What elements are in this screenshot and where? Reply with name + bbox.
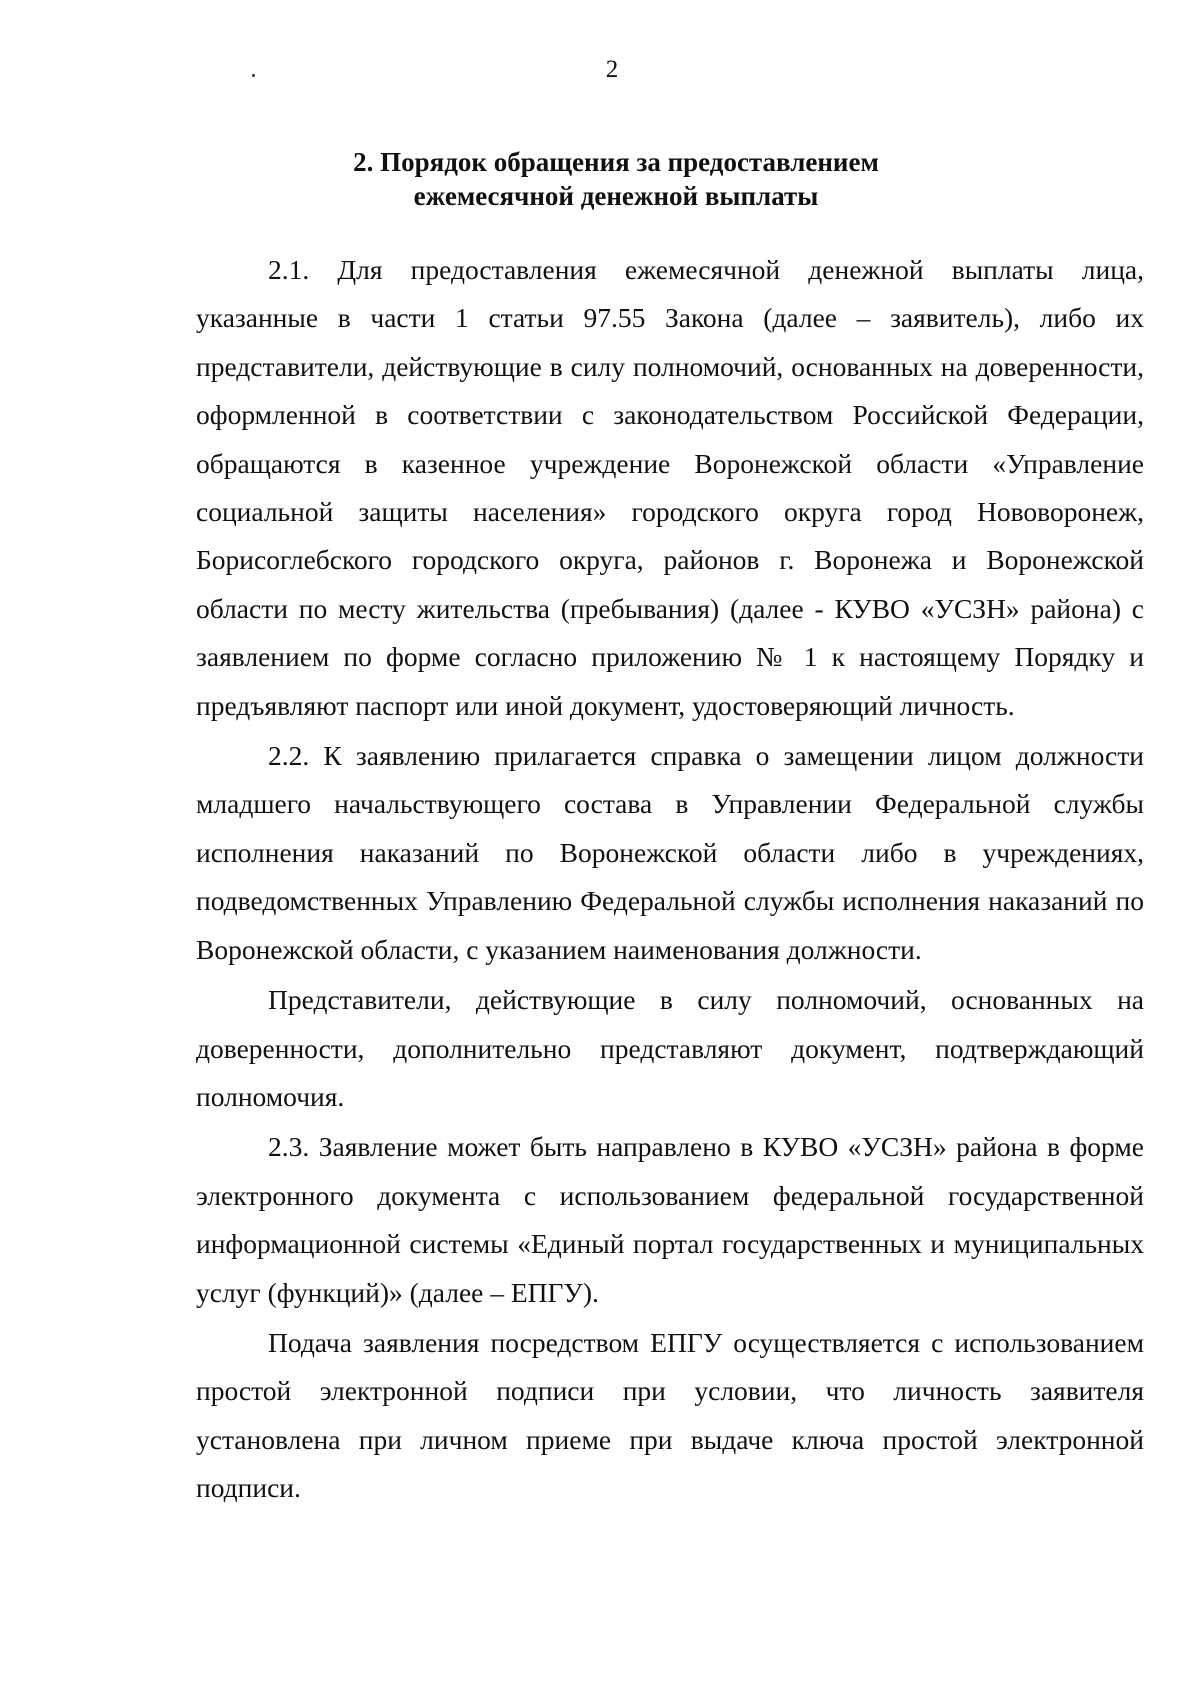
page-number: 2 (605, 56, 619, 83)
paragraph-2-2: 2.2. К заявлению прилагается справка о замещении лицом должности младшего начальствующего состава в Управлении Федеральной службы исполнения наказаний по Воронежской области либо в учреждениях, подведомственных Управлению Федеральной службы исполнения наказаний по Воронежской области, с указанием наименования должности. (196, 740, 1144, 965)
paragraph-2-3: 2.3. Заявление может быть направлено в КУВО «УСЗН» района в форме электронного документа с использованием федеральной государственной информационной системы «Единый портал государственных и муниципальных услуг (функций)» (далее – ЕПГУ). (196, 1131, 1144, 1308)
paragraph-epgu-submission: Подача заявления посредством ЕПГУ осуществляется с использованием простой электронной подписи при условии, что личность заявителя установлена при личном приеме при выдаче ключа простой электронной подписи. (196, 1326, 1144, 1504)
paragraph-representatives: Представители, действующие в силу полномочий, основанных на доверенности, дополнительно представляют документ, подтверждающий полномочия. (196, 984, 1144, 1112)
section-heading-line-1: 2. Порядок обращения за предоставлением (353, 147, 879, 177)
section-heading (180, 145, 1052, 213)
section-heading-line-2: ежемесячной денежной выплаты (413, 181, 819, 211)
document-body (196, 246, 1144, 1513)
paragraph-2-1: 2.1. Для предоставления ежемесячной денежной выплаты лица, указанные в части 1 статьи 97.55 Закона (далее – заявитель), либо их представители, действующие в силу полномочий, основанных на доверенности, оформленной в соответствии с законодательством Российской Федерации, обращаются в казенное учреждение Воронежской области «Управление социальной защиты населения» городского округа город Нововоронеж, Борисоглебского городского округа, районов г. Воронежа и Воронежской области по месту жительства (пребывания) (далее - КУВО «УСЗН» района) с заявлением по форме согласно приложению № 1 к настоящему Порядку и предъявляют паспорт или иной документ, удостоверяющий личность. (196, 254, 1144, 721)
